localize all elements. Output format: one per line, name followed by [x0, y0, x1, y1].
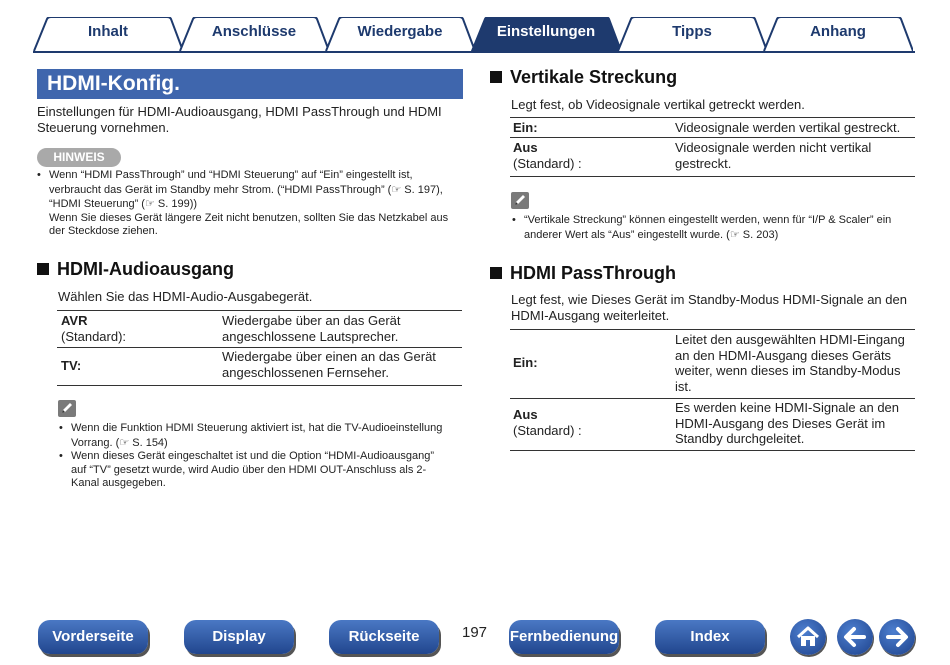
nav-display-button[interactable]: Display: [184, 620, 294, 654]
audio-notes: [59, 422, 469, 491]
nav-index-button[interactable]: Index: [655, 620, 765, 654]
square-bullet-icon: [490, 267, 502, 279]
intro-text: Einstellungen für HDMI-Audioausgang, HDMI PassThrough und HDMI Steuerung vornehmen.: [37, 104, 442, 135]
table-row: [57, 310, 462, 348]
table-row: [510, 117, 915, 138]
row-value: Videosignale werden nicht vertikal gestreckt.: [675, 140, 872, 171]
row-value: Es werden keine HDMI-Signale an den HDMI-Ausgang des Dieses Gerät im Standby durchgeleitet.: [675, 400, 900, 446]
tab-label: Inhalt: [88, 23, 128, 40]
heading-hdmi-audioausgang: [37, 259, 234, 280]
section-title-bar: [37, 69, 463, 99]
heading-text: HDMI PassThrough: [510, 263, 677, 283]
arrow-right-icon: [879, 619, 915, 655]
tab-einstellungen[interactable]: [471, 17, 621, 51]
page-ref-link[interactable]: S. 203): [742, 228, 779, 241]
heading-vertikale-streckung: [490, 67, 677, 88]
reference-hand-icon: ☞: [119, 435, 130, 449]
reference-hand-icon: ☞: [391, 182, 402, 196]
tab-inhalt[interactable]: [33, 17, 183, 51]
note-line: [37, 197, 467, 212]
row-key: Ein:: [513, 355, 538, 370]
note-text: verbraucht das Gerät im Standby mehr Strom. (“HDMI PassThrough” (: [49, 183, 392, 196]
row-value: Leitet den ausgewählten HDMI-Eingang an den HDMI-Ausgang dieses Geräts weiter, wenn dieses im Standby-Modus ist.: [675, 332, 905, 394]
note-line: Wenn Sie dieses Gerät längere Zeit nicht benutzen, sollten Sie das Netzkabel aus: [49, 211, 449, 224]
pencil-note-icon: [511, 192, 529, 209]
tab-label: Tipps: [672, 23, 712, 40]
forward-button[interactable]: [879, 619, 915, 655]
vert-notes: [512, 214, 922, 242]
square-bullet-icon: [490, 71, 502, 83]
row-key: TV:: [61, 358, 82, 373]
row-value: Wiedergabe über einen an das Gerät angeschlossenen Fernseher.: [222, 349, 436, 380]
table-row: [57, 347, 462, 386]
reference-hand-icon: ☞: [729, 227, 740, 241]
page-ref-link[interactable]: S. 199)): [157, 198, 198, 210]
note-line: der Steckdose ziehen.: [49, 225, 158, 237]
nav-vorderseite-button[interactable]: Vorderseite: [38, 620, 148, 654]
hinweis-notes: [37, 169, 467, 239]
subtitle-line: Legt fest, wie Dieses Gerät im Standby-Modus HDMI-Signale an den: [511, 292, 907, 307]
tab-anschluesse[interactable]: [179, 17, 329, 51]
tab-tipps[interactable]: [617, 17, 767, 51]
vert-table: [510, 117, 915, 177]
row-key: AVR (Standard):: [61, 313, 127, 344]
note-line: • “Vertikale Streckung” können eingestellt werden, wenn für “I/P & Scaler” ein: [512, 214, 922, 228]
hinweis-badge: HINWEIS: [37, 148, 121, 167]
vert-subtitle: Legt fest, ob Videosignale vertikal getreckt werden.: [511, 97, 805, 112]
page-ref-link[interactable]: S. 197),: [404, 183, 443, 196]
heading-hdmi-passthrough: [490, 263, 676, 284]
square-bullet-icon: [37, 263, 49, 275]
note-line: Kanal ausgegeben.: [71, 477, 166, 489]
table-row: [510, 398, 915, 451]
back-button[interactable]: [837, 619, 873, 655]
tab-label: Wiedergabe: [357, 23, 443, 40]
nav-rueckseite-button[interactable]: Rückseite: [329, 620, 439, 654]
arrow-left-icon: [837, 619, 873, 655]
tab-label: Anhang: [810, 23, 866, 40]
pass-table: [510, 329, 915, 451]
row-value: Videosignale werden vertikal gestreckt.: [675, 120, 901, 135]
audio-table: [57, 310, 462, 386]
row-value: Wiedergabe über an das Gerät angeschlossene Lautsprecher.: [222, 313, 401, 344]
note-line: [37, 183, 467, 198]
tab-label: Anschlüsse: [211, 23, 297, 40]
note-text: “HDMI Steuerung” (: [49, 198, 145, 210]
page-title: HDMI-Konfig.: [47, 72, 180, 95]
pencil-note-icon: [58, 400, 76, 417]
nav-fernbedienung-button[interactable]: Fernbedienung: [509, 620, 619, 654]
table-row: [510, 137, 915, 177]
note-text: Vorrang. (: [71, 436, 120, 449]
row-key: Aus (Standard) :: [513, 140, 582, 171]
note-line: • Wenn die Funktion HDMI Steuerung aktiviert ist, hat die TV-Audioeinstellung: [59, 422, 469, 436]
audio-subtitle: Wählen Sie das HDMI-Audio-Ausgabegerät.: [58, 289, 313, 304]
home-icon: [790, 619, 826, 655]
tab-anhang[interactable]: [763, 17, 913, 51]
page-number: 197: [462, 624, 488, 641]
tab-bar: [30, 17, 918, 53]
note-line: auf “TV” gesetzt wurde, wird Audio über den HDMI OUT-Anschluss als 2-: [71, 463, 427, 476]
note-line: [512, 228, 922, 243]
note-line: [59, 436, 469, 451]
tab-label: Einstellungen: [496, 23, 596, 40]
page-ref-link[interactable]: S. 154): [132, 436, 168, 449]
home-button[interactable]: [790, 619, 826, 655]
heading-text: Vertikale Streckung: [510, 67, 678, 87]
note-text: anderer Wert als “Aus” eingestellt wurde. (: [524, 228, 730, 241]
row-key: Ein:: [513, 120, 538, 135]
reference-hand-icon: ☞: [144, 197, 155, 210]
heading-text: HDMI-Audioausgang: [57, 259, 234, 279]
row-key: Aus (Standard) :: [513, 407, 582, 438]
subtitle-line: HDMI-Ausgang weiterleitet.: [511, 308, 670, 323]
note-line: • Wenn dieses Gerät eingeschaltet ist und die Option “HDMI-Audioausgang”: [59, 450, 469, 464]
note-line: • Wenn “HDMI PassThrough” und “HDMI Steuerung” auf “Ein” eingestellt ist,: [37, 169, 467, 183]
pass-subtitle: [511, 292, 907, 324]
table-row: [510, 329, 915, 399]
tab-wiedergabe[interactable]: [325, 17, 475, 51]
